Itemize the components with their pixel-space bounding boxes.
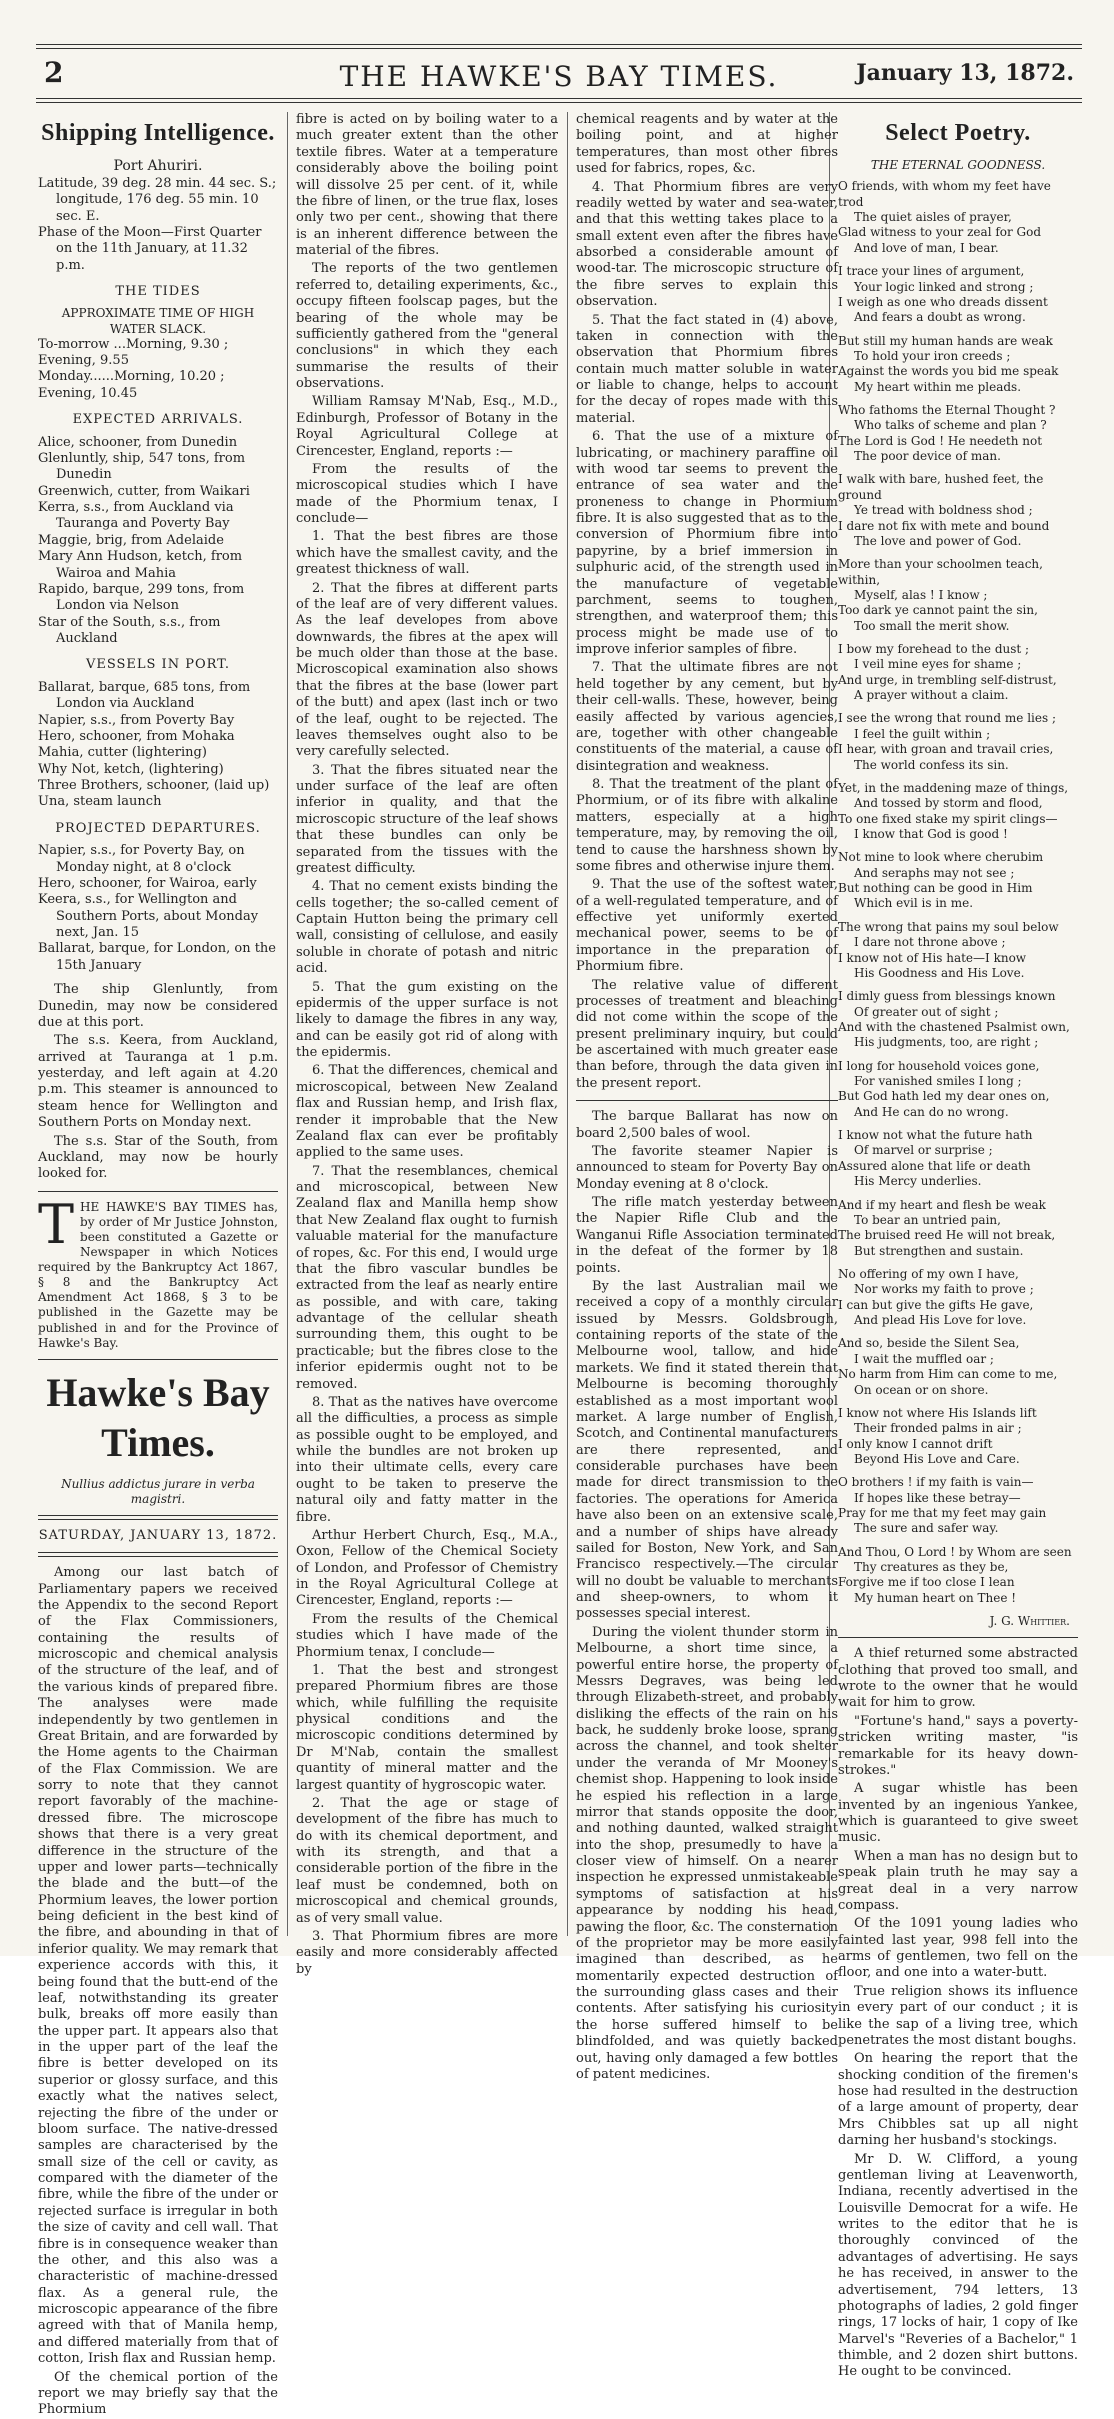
motto: Nullius addictus jurare in verba magistri. (61, 1476, 255, 1506)
article-paragraph: 8. That the treatment of the plant of Phormium, or of its fibre with alkaline matters, especially at a high temperature, may, by removing the oil, tend to cause the harshness shown by some fibres and otherwise injure them. (576, 777, 838, 874)
filler-item: "Fortune's hand," says a poverty-stricken writing master, "is remarkable for its heavy down-strokes." (838, 1713, 1078, 1778)
poem-line: And He can do no wrong. (854, 1104, 1009, 1119)
ship-entry: Ballarat, barque, 685 tons, from London via Auckland (38, 679, 251, 712)
poem-line: But God hath led my dear ones on, (838, 1089, 1050, 1104)
poem-line: The poor device of man. (854, 449, 1001, 464)
filler-item: True religion shows its influence in every part of our conduct ; it is like the sap of a living tree, which penetrates the most distant boughs. (838, 1983, 1078, 2048)
news-item: By the last Australian mail we received a copy of a monthly circular issued by Messrs. Goldsbrough, containing reports of the state of the Melbourne wool, tallow, and hide markets. We find it stated therein that Melbourne is becoming thoroughly established as a most important wool market. A large number of English, Scotch, and Continental manufacturers are there represented, and considerable purchases have been made for direct transmission to the factories. The operations for America have also been on an extensive scale, and a number of ships have already sailed for Boston, New York, and San Francisco respectively.—The circular will no doubt be valuable to merchants and sheep-owners, to whom it possesses special interest. (576, 1278, 838, 1622)
poem-stanza (838, 1198, 1078, 1259)
poem-stanza (838, 1336, 1078, 1397)
vessels-in-port-heading: VESSELS IN PORT. (85, 657, 231, 673)
article-paragraph: 6. That the use of a mixture of lubricating, or machinery paraffine oil with wood tar seems to prevent the entrance of sea water and the proneness to change in Phormium fibre. It is also suggested that as to the conversion of Phormium fibre into papyrine, by a brief immersion in sulphuric acid, of the strength used in the manufacture of vegetable parchment, seems to toughen, strengthen, and waterproof them; this process might be made use of to improve inferior samples of fibre. (576, 429, 838, 657)
poem-stanza (838, 850, 1078, 911)
poem-line: I can but give the gifts He gave, (838, 1297, 1034, 1312)
leader-paragraph: Among our last batch of Parliamentary papers we received the Appendix to the second Report of the Flax Commissioners, containing the results of microscopic and chemical analysis of the structure of the leaf, and of the various kinds of prepared fibre. The analyses were made independently by two gentlemen in Great Britain, and are forwarded by the Home agents to the Chairman of the Flax Commission. We are sorry to note that they cannot report favorably of the machine-dressed fibre. The microscope shows that there is a very great difference in the structure of the upper and lower parts—technically the blade and the butt—of the Phormium leaves, the lower portion being deficient in the best kind of the fibre, and abounding in that of inferior quality. We may remark that experience accords with this, it being found that the butt-end of the leaf, notwithstanding its greater bulk, breaks off more easily than the upper part. It appears also that in the upper part of the leaf the fibre is better developed on its superior or glossy surface, and this exactly what the natives select, rejecting the fibre of the under or bloom surface. The native-dressed samples are characterised by the small size of the cell or cavity, as compared with the diameter of the fibre, while the fibre of the under or rejected surface is irregular in both the size of cavity and cell wall. That fibre is in consequence weaker than the other, and this also was a characteristic of machine-dressed flax. As a general rule, the microscopic appearance of the fibre agreed with that of Manila hemp, and differed materially from that of cotton, Irish flax and Russian hemp. (38, 1565, 278, 2367)
news-item: The favorite steamer Napier is announced to steam for Poverty Bay on Monday evening at 8 o'clock. (576, 1143, 838, 1192)
poem-line: I see the wrong that round me lies ; (838, 711, 1056, 726)
poem-line: Nor works my faith to prove ; (854, 1282, 1034, 1297)
poem-line: Myself, alas ! I know ; (854, 587, 988, 602)
poem-line: I hear, with groan and travail cries, (838, 742, 1054, 757)
poem-line: Thy creatures as they be, (854, 1560, 1009, 1575)
ship-entry: Glenluntly, ship, 547 tons, from Dunedin (38, 450, 246, 483)
poem-line: Of greater out of sight ; (854, 1004, 999, 1019)
article-paragraph: William Ramsay M'Nab, Esq., M.D., Edinburgh, Professor of Botany in the Royal Agricultural College at Cirencester, England, reports :— (296, 394, 558, 459)
column-1 (38, 112, 278, 2418)
poem-line: Your logic linked and strong ; (854, 279, 1034, 294)
poem-line: The quiet aisles of prayer, (854, 210, 1012, 225)
article-paragraph: 9. That the use of the softest water, of a well-regulated temperature, and of effective yet uniformly exerted mechanical power, seems to be of importance in the preparation of Phormium fibre. (576, 877, 838, 975)
poem-line: I only know I cannot drift (838, 1436, 993, 1451)
ship-entry: Hero, schooner, for Wairoa, early (38, 875, 257, 891)
article-paragraph: 5. That the fact stated in (4) above, taken in connection with the observation that Phormium fibres contain much matter soluble in water or liable to change, helps to account for the decay of ropes made with this material. (576, 312, 838, 426)
column-2 (296, 112, 558, 1977)
poem-line: I know that God is good ! (854, 827, 1008, 841)
poem-line: Yet, in the maddening maze of things, (838, 780, 1069, 795)
filler-item: Mr D. W. Clifford, a young gentleman living at Leavenworth, Indiana, recently advertised in the Louisville Democrat for a wife. He writes to the editor that he is thoroughly convinced of the advantages of advertising. He says he has received, in answer to the advertisement, 794 letters, 13 photographs of ladies, 2 gold finger rings, 17 locks of hair, 1 copy of Ike Marvel's "Reveries of a Bachelor," 1 thimble, and 2 dozen shirt buttons. He ought to be convinced. (838, 2151, 1078, 2380)
filler-item: When a man has no design but to speak plain truth he may say a great deal in a very narrow compass. (838, 1848, 1078, 1913)
filler-item: Of the 1091 young ladies who fainted last year, 998 fell into the arms of gentlemen, two fell on the floor, and one into a water-butt. (838, 1916, 1078, 1981)
poem-line: And plead His Love for love. (854, 1313, 1027, 1328)
filler-item: On hearing the report that the shocking condition of the firemen's hose had resulted in the destruction of a large amount of property, dear Mrs Chibbles sat up all night darning her husband's stockings. (838, 2051, 1078, 2149)
poem-line: Too small the merit show. (854, 618, 1010, 633)
poem-stanza (838, 1406, 1078, 1467)
poem-line: Pray for me that my feet may gain (838, 1506, 1047, 1521)
poem-line: I trace your lines of argument, (838, 264, 1025, 279)
article-paragraph: 8. That as the natives have overcome all the difficulties, a process as simple as possible ought to be employed, and while the bundles are not broken up into their ultimate cells, every care ought to be taken to preserve the natural oily and fatty matter in the fibre. (296, 1394, 558, 1525)
ship-entry: Mahia, cutter (lightering) (38, 745, 207, 761)
article-paragraph: 7. That the resemblances, chemical and microscopical, between New Zealand flax and Manilla hemp show that New Zealand flax ought to furnish valuable material for the manufacture of ropes, &c. For this end, I would urge that the fibro vascular bundles be extracted from the leaf as nearly entire as possible, and with care, taking advantage of the cellular sheath surrounding them, this ought to be practicable; but the fibres close to the inferior epidermis ought not to be removed. (296, 1163, 558, 1392)
poem-line: I long for household voices gone, (838, 1058, 1040, 1073)
poem-line: His judgments, too, are right ; (854, 1035, 1039, 1050)
poem-line: No harm from Him can come to me, (838, 1367, 1058, 1382)
poem-line: I know not of His hate—I know (838, 950, 1027, 965)
poem-line: And seraphs may not see ; (854, 865, 1015, 880)
poem-line: Of marvel or surprise ; (854, 1143, 993, 1158)
ship-entry: Three Brothers, schooner, (laid up) (38, 778, 270, 794)
poem-stanza (838, 1475, 1078, 1536)
paper-title: Hawke's Bay Times. (46, 1369, 270, 1466)
article-paragraph: 4. That Phormium fibres are very readily wetted by water and sea-water, and that this wetting takes place to a small extent even after the fibres have absorbed a considerable amount of wood-tar. The microscopic structure of the fibre serves to explain this observation. (576, 179, 838, 310)
poem-stanza (838, 1059, 1078, 1120)
tide-row: Monday......Morning, 10.20 ; Evening, 10.45 (38, 369, 225, 401)
poem-line: Glad witness to your zeal for God (838, 225, 1042, 240)
article-paragraph: fibre is acted on by boiling water to a much greater extent than the other textile fibres. Water at a temperature considerably above the boiling point will dissolve 25 per cent. of it, while the fibre of linen, or the true flax, loses only two per cent., showing that there is an inherent difference between the material of the fibres. (296, 112, 558, 258)
article-paragraph: chemical reagents and by water at the boiling point, and at higher temperatures, than most other fibres used for fabrics, ropes, &c. (576, 112, 838, 177)
poem-stanza (838, 1267, 1078, 1328)
ship-entry: Greenwich, cutter, from Waikari (38, 483, 250, 499)
poem-line: To one fixed stake my spirit clings— (838, 811, 1058, 826)
tides-heading: THE TIDES (115, 284, 201, 300)
article-paragraph: The reports of the two gentlemen referred to, detailing experiments, &c., occupy fifteen foolscap pages, but the bearing of the whole may be sufficiently gathered from the "general conclusions" in which they each summarise the results of their observations. (296, 261, 558, 391)
poem-line: To bear an untried pain, (854, 1212, 1001, 1227)
poem-stanza (838, 1128, 1078, 1189)
poem-line: Ye tread with boldness shod ; (854, 503, 1033, 518)
poem-line: His Mercy underlies. (854, 1174, 982, 1189)
column-4 (838, 112, 1078, 2380)
poem-line: Not mine to look where cherubim (838, 850, 1044, 865)
moon-phase: Phase of the Moon—First Quarter on the 11th January, at 11.32 p.m. (38, 224, 262, 273)
poem-line: The sure and safer way. (854, 1521, 999, 1536)
poem-line: My human heart on Thee ! (854, 1590, 1017, 1605)
projected-departures-heading: PROJECTED DEPARTURES. (55, 820, 261, 836)
news-item: During the violent thunder storm in Melbourne, a short time since, a powerful entire horse, the property of Messrs Degraves, was being led through Elizabeth-street, and probably disliking the effects of the rain on his back, he suddenly broke loose, sprang across the channel, and took shelter under the veranda of Mr Mooney's chemist shop. Happening to look inside he espied his reflection in a large mirror that stands opposite the door, and nothing daunted, walked straight into the shop, presumedly to have a closer view of himself. On a nearer inspection he expressed unmistakeable symptoms of satisfaction at his appearance by nodding his head, pawing the floor, &c. The consternation of the proprietor may be more easily imagined than described, as he momentarily expected destruction of the surrounding glass cases and their contents. After satisfying his curiosity the horse suffered himself to be blindfolded, and was quietly backed out, having only damaged a few bottles of patent medicines. (576, 1624, 838, 2082)
poem-line: Their fronded palms in air ; (854, 1421, 1022, 1436)
tide-row: To-morrow ...Morning, 9.30 ; Evening, 9.55 (38, 336, 229, 369)
poem-line: To hold your iron creeds ; (854, 348, 1011, 363)
poem-stanza (838, 403, 1078, 464)
column-rule (567, 112, 568, 1936)
ship-entry: Star of the South, s.s., from Auckland (38, 614, 221, 647)
tides-subheading: APPROXIMATE TIME OF HIGH WATER SLACK. (61, 306, 255, 336)
poem-line: The Lord is God ! He needeth not (838, 433, 1043, 448)
poem-line: I know not where His Islands lift (838, 1405, 1037, 1420)
news-item: The barque Ballarat has now on board 2,500 bales of wool. (576, 1109, 838, 1141)
port-latitude: Latitude, 39 deg. 28 min. 44 sec. S.; longitude, 176 deg. 55 min. 10 sec. E. (38, 175, 277, 224)
article-paragraph: From the results of the Chemical studies which I have made of the Phormium tenax, I conclude— (296, 1611, 558, 1660)
ship-entry: Ballarat, barque, for London, on the 15th January (38, 941, 276, 973)
column-rule (287, 112, 288, 1936)
poem-stanza (838, 1545, 1078, 1606)
poem-line: I dare not fix with mete and bound (838, 518, 1050, 533)
poem-line: But nothing can be good in Him (838, 881, 1033, 896)
ship-entry: Mary Ann Hudson, ketch, from Wairoa and Mahia (38, 549, 243, 581)
poem-line: On ocean or on shore. (854, 1382, 989, 1397)
poem-stanza (838, 264, 1078, 325)
poem-stanza (838, 557, 1078, 634)
article-paragraph: 3. That Phormium fibres are more easily and more considerably affected by (296, 1928, 558, 1977)
article-paragraph: From the results of the microscopical studies which I have made of the Phormium tenax, I conclude— (296, 461, 558, 526)
poem-line: A prayer without a claim. (854, 688, 1009, 703)
article-paragraph: 6. That the differences, chemical and microscopical, between New Zealand flax and Russian hemp, and Irish flax, render it improbable that the New Zealand flax can ever be profitably applied to the same uses. (296, 1063, 558, 1161)
poem-line: But strengthen and sustain. (854, 1243, 1024, 1258)
poem-line: My heart within me pleads. (854, 379, 1022, 394)
poem-line: I veil mine eyes for shame ; (854, 657, 1022, 672)
article-paragraph: 5. That the gum existing on the epidermis of the upper surface is not likely to damage the fibres in any way, and can be easily got rid of along with the epidermis. (296, 979, 558, 1060)
ship-entry: Una, steam launch (38, 794, 162, 810)
poem-stanza (838, 472, 1078, 549)
newspaper-title: THE HAWKE'S BAY TIMES. (339, 60, 779, 93)
poem-stanza (838, 781, 1078, 842)
expected-arrivals-heading: EXPECTED ARRIVALS. (72, 412, 244, 428)
ship-entry: Alice, schooner, from Dunedin (38, 434, 238, 450)
poem-line: Who fathoms the Eternal Thought ? (838, 403, 1056, 418)
poem-stanza (838, 989, 1078, 1050)
article-paragraph: Arthur Herbert Church, Esq., M.A., Oxon, Fellow of the Chemical Society of London, and Professor of Chemistry in the Royal Agricultural College at Cirencester, England, reports :— (296, 1527, 558, 1609)
poem-line: The world confess its sin. (854, 757, 1009, 772)
poem-line: Against the words you bid me speak (838, 364, 1059, 379)
poem-line: And so, beside the Silent Sea, (838, 1336, 1020, 1351)
port-heading: Port Ahuriri. (113, 158, 203, 175)
poem-line: I walk with bare, hushed feet, the ground (838, 472, 1044, 502)
shipping-note: The ship Glenluntly, from Dunedin, may now be considered due at this port. (38, 982, 278, 1030)
poem-line: The bruised reed He will not break, (838, 1228, 1056, 1243)
leader-paragraph: Of the chemical portion of the report we may briefly say that the Phormium (38, 2369, 278, 2418)
article-paragraph: 1. That the best fibres are those which have the smallest cavity, and the greatest thickness of wall. (296, 529, 558, 578)
poem-line: Forgive me if too close I lean (838, 1575, 1015, 1590)
news-item: The rifle match yesterday between the Napier Rifle Club and the Wanganui Rifle Association terminated in the defeat of the former by 18 points. (576, 1195, 838, 1276)
poem-line: The love and power of God. (854, 533, 1022, 548)
article-paragraph: 7. That the ultimate fibres are not held together by any cement, but by their cell-walls. These, however, being easily affected by various agencies, are, together with other changeable constituents of the material, a cause of disintegration and weakness. (576, 660, 838, 774)
poem-stanza (838, 920, 1078, 981)
poem-line: I know not what the future hath (838, 1128, 1033, 1143)
article-paragraph: 2. That the age or stage of development of the fibre has much to do with its chemical deportment, and with its strength, and that a considerable portion of the fibre in the leaf must be condemned, both on microscopical and chemical grounds, as of very small value. (296, 1795, 558, 1926)
poem-stanza (838, 179, 1078, 256)
ship-entry: Hero, schooner, from Mohaka (38, 728, 235, 744)
poem-stanza (838, 711, 1078, 772)
page-number: 2 (44, 56, 64, 89)
shipping-note: The s.s. Keera, from Auckland, arrived at Tauranga at 1 p.m. yesterday, and left again at 4.20 p.m. This steamer is announced to steam hence for Wellington and Southern Ports on Monday next. (38, 1033, 278, 1131)
poem-title: THE ETERNAL GOODNESS. (870, 158, 1046, 173)
ship-entry: Napier, s.s., for Poverty Bay, on Monday night, at 8 o'clock (38, 843, 245, 875)
poem-line: I wait the muffled oar ; (854, 1351, 994, 1366)
poem-line: No offering of my own I have, (838, 1266, 1019, 1281)
poem-stanza (838, 334, 1078, 395)
notice-text: HE HAWKE'S BAY TIMES has, by order of Mr Justice Johnston, been constituted a Gazette or Newspaper in which Notices required by the Bankruptcy Act 1867, § 8 and the Bankruptcy Act Amendment Act 1868, § 3 to be published in the Gazette may be published in and for the Province of Hawke's Bay. (38, 1199, 278, 1350)
ship-entry: Why Not, ketch, (lightering) (38, 761, 224, 777)
poem-line: I dare not throne above ; (854, 935, 1006, 950)
article-paragraph: 3. That the fibres situated near the under surface of the leaf are often inferior in quality, and that the microscopic structure of the leaf shows that these bundles can only be separated from the tissues with the greatest difficulty. (296, 762, 558, 876)
poem-line: Beyond His Love and Care. (854, 1451, 1020, 1466)
poem-line: And Thou, O Lord ! by Whom are seen (838, 1544, 1072, 1559)
poem-line: I dimly guess from blessings known (838, 989, 1056, 1004)
poet-name: J. G. Whittier. (989, 1614, 1070, 1629)
article-paragraph: 4. That no cement exists binding the cells together; the so-called cement of Captain Hutton being the primary cell wall, consisting of cellulose, and easily soluble in chorate of potash and nitric acid. (296, 879, 558, 977)
ship-entry: Maggie, brig, from Adelaide (38, 532, 224, 548)
filler-item: A sugar whistle has been invented by an ingenious Yankee, which is guaranteed to give sweet music. (838, 1781, 1078, 1846)
poem-line: More than your schoolmen teach, within, (838, 557, 1043, 587)
poem-line: I bow my forehead to the dust ; (838, 642, 1030, 657)
poem-line: But still my human hands are weak (838, 333, 1053, 348)
poem-line: If hopes like these betray— (854, 1490, 1021, 1505)
poem-line: Which evil is in me. (854, 896, 974, 911)
issue-date: January 13, 1872. (856, 60, 1074, 86)
poem-line: And if my heart and flesh be weak (838, 1197, 1046, 1212)
gazette-notice (38, 1192, 278, 1351)
shipping-heading: Shipping Intelligence. (41, 120, 275, 146)
column-3 (576, 112, 838, 2082)
poem-line: I feel the guilt within ; (854, 726, 991, 741)
poem-line: Who talks of scheme and plan ? (854, 418, 1047, 433)
ship-entry: Kerra, s.s., from Auckland via Tauranga and Poverty Bay (38, 500, 234, 532)
article-paragraph: 2. That the fibres at different parts of the leaf are of very different values. As the leaf developes from above downwards, the fibres at the apex will be much older than those at the base. Microscopical examination also shows that the fibres at the base (lower part of the butt) and apex (last inch or two of the leaf, ought to be rejected. The leaves themselves ought also to be very carefully selected. (296, 580, 558, 760)
ship-entry: Keera, s.s., for Wellington and Southern Ports, about Monday next, Jan. 15 (38, 892, 259, 941)
poem-stanza (838, 642, 1078, 703)
filler-item: A thief returned some abstracted clothing that proved too small, and wrote to the owner that he would wait for him to grow. (838, 1646, 1078, 1711)
shipping-note: The s.s. Star of the South, from Auckland, may now be hourly looked for. (38, 1133, 278, 1182)
poem-line: His Goodness and His Love. (854, 965, 1025, 980)
dateline: SATURDAY, JANUARY 13, 1872. (38, 1527, 278, 1543)
poem (838, 179, 1078, 1606)
poem-line: O brothers ! if my faith is vain— (838, 1475, 1034, 1490)
poem-line: O friends, with whom my feet have trod (838, 179, 1051, 209)
poem-line: And love of man, I bear. (854, 240, 999, 255)
poem-line: And fears a doubt as wrong. (854, 310, 1026, 325)
ship-entry: Rapido, barque, 299 tons, from London via Nelson (38, 581, 245, 614)
poem-line: And tossed by storm and flood, (854, 796, 1043, 811)
ship-entry: Napier, s.s., from Poverty Bay (38, 712, 235, 728)
poem-line: And urge, in trembling self-distrust, (838, 672, 1057, 687)
poem-line: For vanished smiles I long ; (854, 1074, 1022, 1089)
poetry-heading: Select Poetry. (885, 120, 1031, 146)
poem-line: I weigh as one who dreads dissent (838, 294, 1048, 309)
poem-line: Too dark ye cannot paint the sin, (838, 603, 1038, 618)
article-paragraph: The relative value of different processes of treatment and bleaching did not come within the scope of the present preliminary inquiry, but could be ascertained with much greater ease than before, through the data given in the present report. (576, 977, 838, 1091)
article-paragraph: 1. That the best and strongest prepared Phormium fibres are those which, while fulfilling the requisite physical conditions and the microscopic conditions determined by Dr M'Nab, contain the smallest quantity of mineral matter and the largest quantity of hygroscopic water. (296, 1662, 558, 1793)
poem-line: The wrong that pains my soul below (838, 919, 1059, 934)
poem-line: Assured alone that life or death (838, 1158, 1031, 1173)
notice-dropcap: T (38, 1192, 75, 1256)
poem-line: And with the chastened Psalmist own, (838, 1019, 1070, 1034)
